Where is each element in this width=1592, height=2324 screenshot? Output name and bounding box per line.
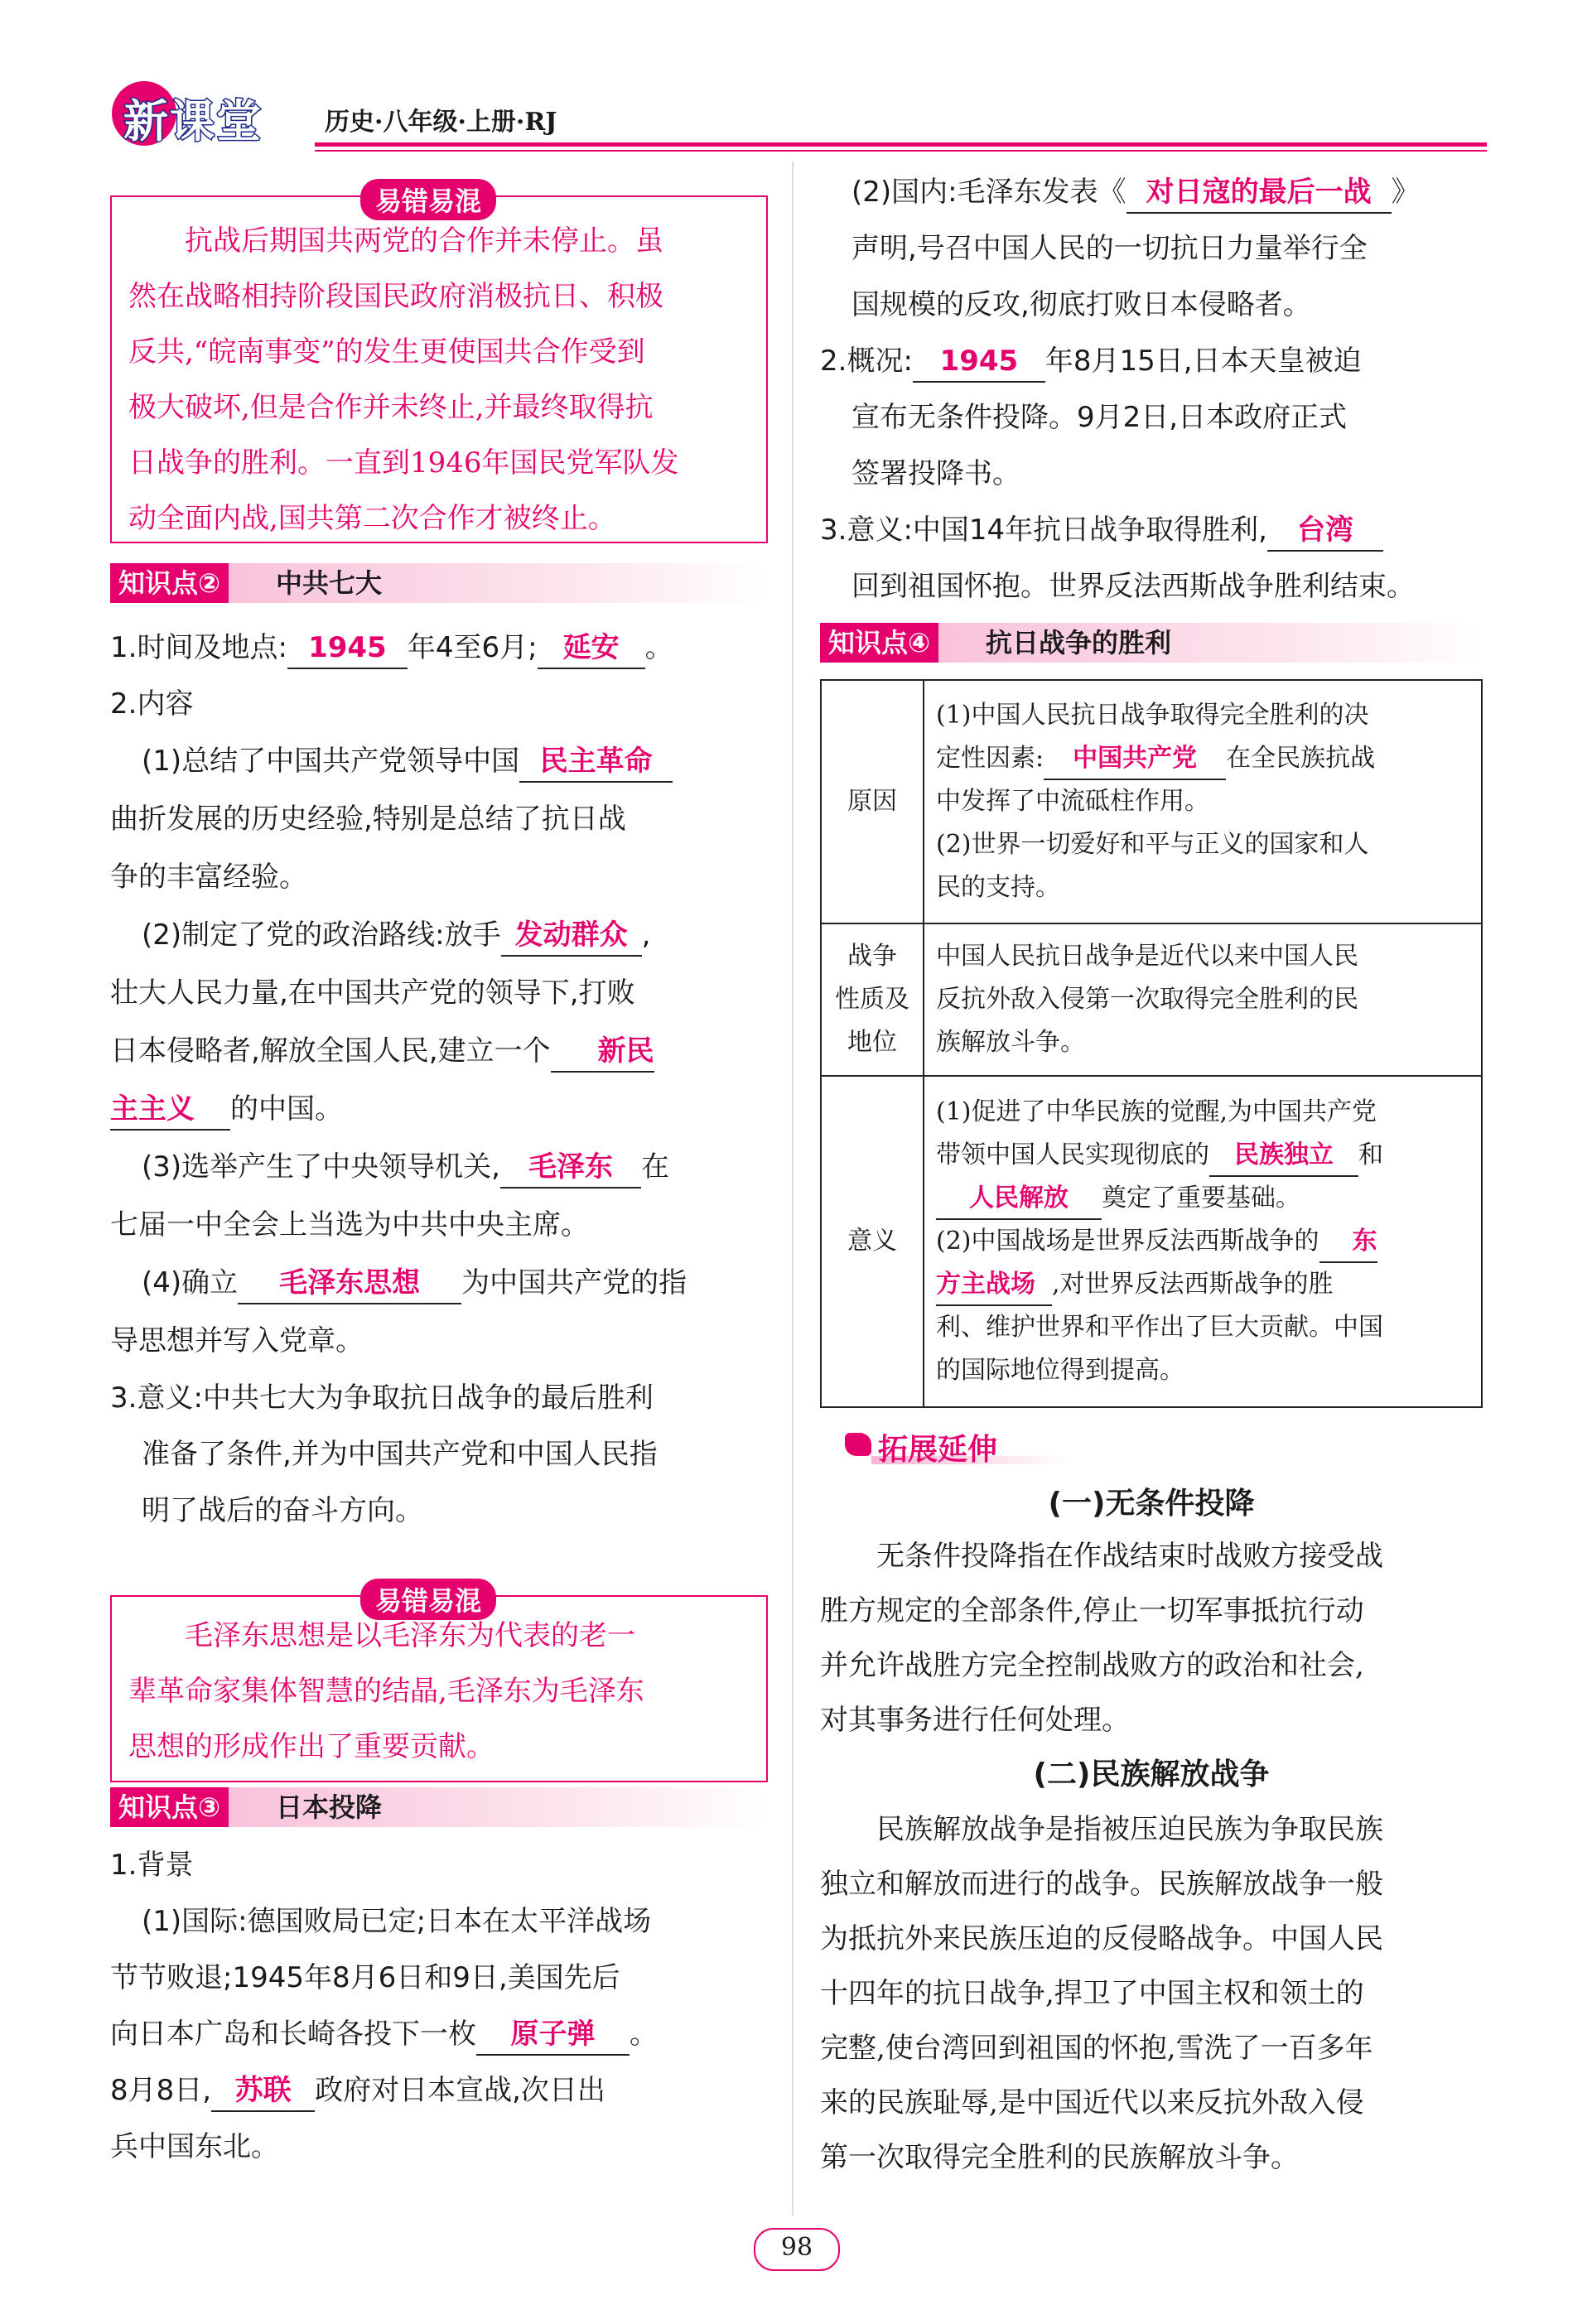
item-line: 壮大人民力量,在中国共产党的领导下,打败 [110,976,635,1010]
box1-line: 极大破坏,但是合作并未终止,并最终取得抗 [128,391,654,424]
item [110,1080,773,1138]
blank-answer: 主主义 [110,1089,230,1131]
head-line: 性质及 [835,985,909,1014]
item-line: 曲折发展的历史经验,特别是总结了抗日战 [110,803,626,836]
text: (2)制定了党的政治路线:放手 [142,919,501,952]
extension-title: 拓展延伸 [878,1433,998,1467]
blank-answer: 1945 [913,341,1045,383]
item [142,732,773,790]
cell-line [936,737,1469,780]
row-cell [924,923,1482,1076]
error-prone-tag: 易错易混 [360,1579,496,1620]
k2-line-3: 3.意义:中共七大为争取抗日战争的最后胜利 [110,1381,654,1415]
box1-line: 然在战略相持阶段国民政府消极抗日、积极 [128,280,663,313]
para-line: 民族解放战争是指被压迫民族为争取民族 [876,1813,1383,1846]
text: 的中国。 [230,1092,343,1126]
header-rule-thin [315,150,1487,152]
para-line: 并允许战胜方完全控制战败方的政治和社会, [820,1649,1364,1682]
cell-line: 反抗外敌入侵第一次取得完全胜利的民 [936,985,1358,1014]
blank-answer: 东 [1319,1222,1377,1263]
text: 向日本广岛和长崎各投下一枚 [110,2018,476,2051]
section-header-k3 [110,1787,765,1827]
item [142,906,773,964]
k2-line-3b: 准备了条件,并为中国共产党和中国人民指 [142,1438,658,1471]
k2-line-2: 2.内容 [110,687,194,721]
cell-line: (1)促进了中华民族的觉醒,为中国共产党 [936,1097,1377,1126]
blank-answer: 民主革命 [519,741,673,783]
head-line: 战争 [847,942,897,971]
cell-line [936,1263,1469,1306]
item-line: 兵中国东北。 [110,2130,279,2163]
blank-answer: 新民 [551,1031,654,1073]
k3-line-2 [820,333,1491,389]
cell-line: (2)世界一切爱好和平与正义的国家和人 [936,830,1369,859]
section-label: 知识点④ [820,623,938,663]
text: 2.概况: [820,345,913,378]
cell-line: 中国人民抗日战争是近代以来中国人民 [936,942,1358,971]
text: 政府对日本宣战,次日出 [315,2074,605,2107]
blank-answer: 民族独立 [1209,1135,1358,1177]
table-row [821,680,1482,923]
item-line: 节节败退;1945年8月6日和9日,美国先后 [110,1961,620,1994]
item [110,2062,773,2119]
box2-line: 辈革命家集体智慧的结晶,毛泽东为毛泽东 [128,1675,644,1708]
para-line: 十四年的抗日战争,捍卫了中国主权和领土的 [820,1977,1364,2010]
text: 》 [1391,176,1420,209]
blank-answer: 毛泽东思想 [238,1263,461,1304]
k3-line-3b: 回到祖国怀抱。世界反法西斯战争胜利结束。 [851,570,1415,603]
item [142,1138,773,1196]
k2-line-3c: 明了战后的奋斗方向。 [142,1494,423,1527]
blank-answer: 苏联 [211,2071,315,2112]
text: , [641,919,651,952]
item-line: 争的丰富经验。 [110,861,307,894]
k3-line-1: 1.背景 [110,1849,194,1882]
head-line: 地位 [847,1028,897,1057]
book-icon [845,1433,871,1456]
row-head: 意义 [821,1076,924,1407]
item [110,2006,773,2062]
blank-answer: 1945 [287,628,408,669]
row-head [821,923,924,1076]
error-prone-box-1 [110,186,768,543]
box1-line: 抗战后期国共两党的合作并未停止。虽 [185,224,663,258]
section-title: 中共七大 [276,567,383,599]
k3-line-2b: 宣布无条件投降。9月2日,日本政府正式 [851,401,1348,434]
blank-answer: 人民解放 [936,1179,1102,1220]
blank-answer: 对日寇的最后一战 [1126,172,1392,214]
extension-para-1 [820,1529,1483,1748]
para-line: 无条件投降指在作战结束时战败方接受战 [876,1540,1383,1573]
para-line: 来的民族耻辱,是中国近代以来反抗外敌入侵 [820,2086,1364,2119]
text: 年4至6月; [407,631,538,664]
section-title: 抗日战争的胜利 [986,627,1172,658]
k2-items [110,732,773,1370]
text: (2)国内:毛泽东发表《 [851,176,1126,209]
header-rule [315,142,1487,147]
item [110,1022,773,1080]
blank-answer: 毛泽东 [500,1147,641,1189]
item-line: (1)国际:德国败局已定;日本在太平洋战场 [142,1905,652,1938]
error-prone-tag: 易错易混 [360,179,496,220]
text: 带领中国人民实现彻底的 [936,1140,1209,1169]
page-number: 98 [754,2228,840,2271]
item [142,1254,773,1312]
box2-line: 毛泽东思想是以毛泽东为代表的老一 [185,1619,635,1652]
text: 3.意义:中国14年抗日战争取得胜利, [820,513,1267,547]
box1-line: 反共,“皖南事变”的发生更使国共合作受到 [128,335,645,369]
para-line: 胜方规定的全部条件,停止一切军事抵抗行动 [820,1594,1364,1627]
cell-line [936,1134,1469,1177]
para-line: 第一次取得完全胜利的民族解放斗争。 [820,2141,1299,2174]
blank-answer: 延安 [538,628,645,669]
box1-text [128,214,758,547]
item-line: 声明,号召中国人民的一切抗日力量举行全 [851,232,1368,265]
blank-answer: 原子弹 [476,2014,630,2056]
blank-answer: 中国共产党 [1044,739,1226,780]
row-head: 原因 [821,680,924,923]
text: 8月8日, [110,2074,212,2107]
table-row [821,1076,1482,1407]
cell-line: 利、维护世界和平作出了巨大贡献。中国 [936,1313,1383,1342]
item [851,164,1491,220]
cell-line [936,1177,1469,1220]
k2-line-1 [110,620,773,676]
text: (4)确立 [142,1266,239,1299]
box2-text [128,1608,758,1775]
para-line: 完整,使台湾回到祖国的怀抱,雪洗了一百多年 [820,2032,1373,2065]
text: 和 [1358,1140,1383,1169]
box1-line: 动全面内战,国共第二次合作才被终止。 [128,502,616,535]
cell-line: 中发挥了中流砥柱作用。 [936,787,1209,816]
text: 年8月15日,日本天皇被迫 [1044,345,1362,378]
brand-logo [112,81,319,152]
logo-text: 新课堂 [123,94,263,147]
text: 1.时间及地点: [110,631,287,664]
cell-line: (1)中国人民抗日战争取得完全胜利的决 [936,701,1369,730]
text: 在全民族抗战 [1226,744,1376,773]
header-subtitle: 历史·八年级·上册·RJ [325,108,557,137]
extension-subtitle-1: (一)无条件投降 [1048,1487,1255,1521]
k3-line-2c: 签署投降书。 [851,457,1020,490]
table-row [821,923,1482,1076]
text: ,对世界反法西斯战争的胜 [1052,1270,1334,1299]
text: (3)选举产生了中央领导机关, [142,1150,500,1184]
extension-content [820,1479,1483,2185]
box2-line: 思想的形成作出了重要贡献。 [128,1730,494,1763]
blank-answer: 台湾 [1267,510,1383,552]
text: 为中国共产党的指 [461,1266,687,1299]
text: 在 [640,1150,669,1184]
text: 奠定了重要基础。 [1102,1184,1300,1213]
para-line: 独立和解放而进行的战争。民族解放战争一般 [820,1868,1383,1901]
cell-line: 族解放斗争。 [936,1028,1085,1057]
text: 日本侵略者,解放全国人民,建立一个 [110,1034,551,1068]
k3-content-left [110,1837,773,2175]
extension-para-2 [820,1802,1483,2185]
text: 。 [630,2018,658,2051]
text: (2)中国战场是世界反法西斯战争的 [936,1227,1319,1256]
section-header-k4 [820,623,1483,663]
para-line: 对其事务进行任何处理。 [820,1704,1130,1737]
extension-subtitle-2: (二)民族解放战争 [1033,1757,1270,1791]
row-cell [924,680,1482,923]
cell-line: 民的支持。 [936,873,1060,902]
error-prone-box-2 [110,1585,768,1782]
k2-content [110,620,773,1539]
column-divider [792,162,794,2216]
victory-table [820,679,1483,1408]
blank-answer: 发动群众 [501,915,642,957]
blank-answer: 方主战场 [936,1265,1052,1306]
section-title: 日本投降 [276,1791,383,1823]
section-header-k2 [110,563,765,603]
k3-item-2 [820,164,1491,333]
item-line: 导思想并写入党章。 [110,1324,364,1357]
text: (1)总结了中国共产党领导中国 [142,745,520,778]
item-line: 七届一中全会上当选为中共中央主席。 [110,1208,589,1242]
row-cell [924,1076,1482,1407]
para-line: 为抵抗外来民族压迫的反侵略战争。中国人民 [820,1922,1383,1955]
section-label: 知识点③ [110,1787,229,1827]
k3-line-3 [820,502,1491,558]
cell-line [936,1220,1469,1263]
text: 。 [644,631,673,664]
text: 定性因素: [936,744,1044,773]
section-label: 知识点② [110,563,229,603]
k3-item-1 [110,1893,773,2175]
box1-line: 日战争的胜利。一直到1946年国民党军队发 [128,446,679,480]
k3-content-right [820,164,1491,615]
extension-header [838,1423,1087,1468]
item-line: 国规模的反攻,彻底打败日本侵略者。 [851,288,1311,321]
cell-line: 的国际地位得到提高。 [936,1356,1184,1385]
